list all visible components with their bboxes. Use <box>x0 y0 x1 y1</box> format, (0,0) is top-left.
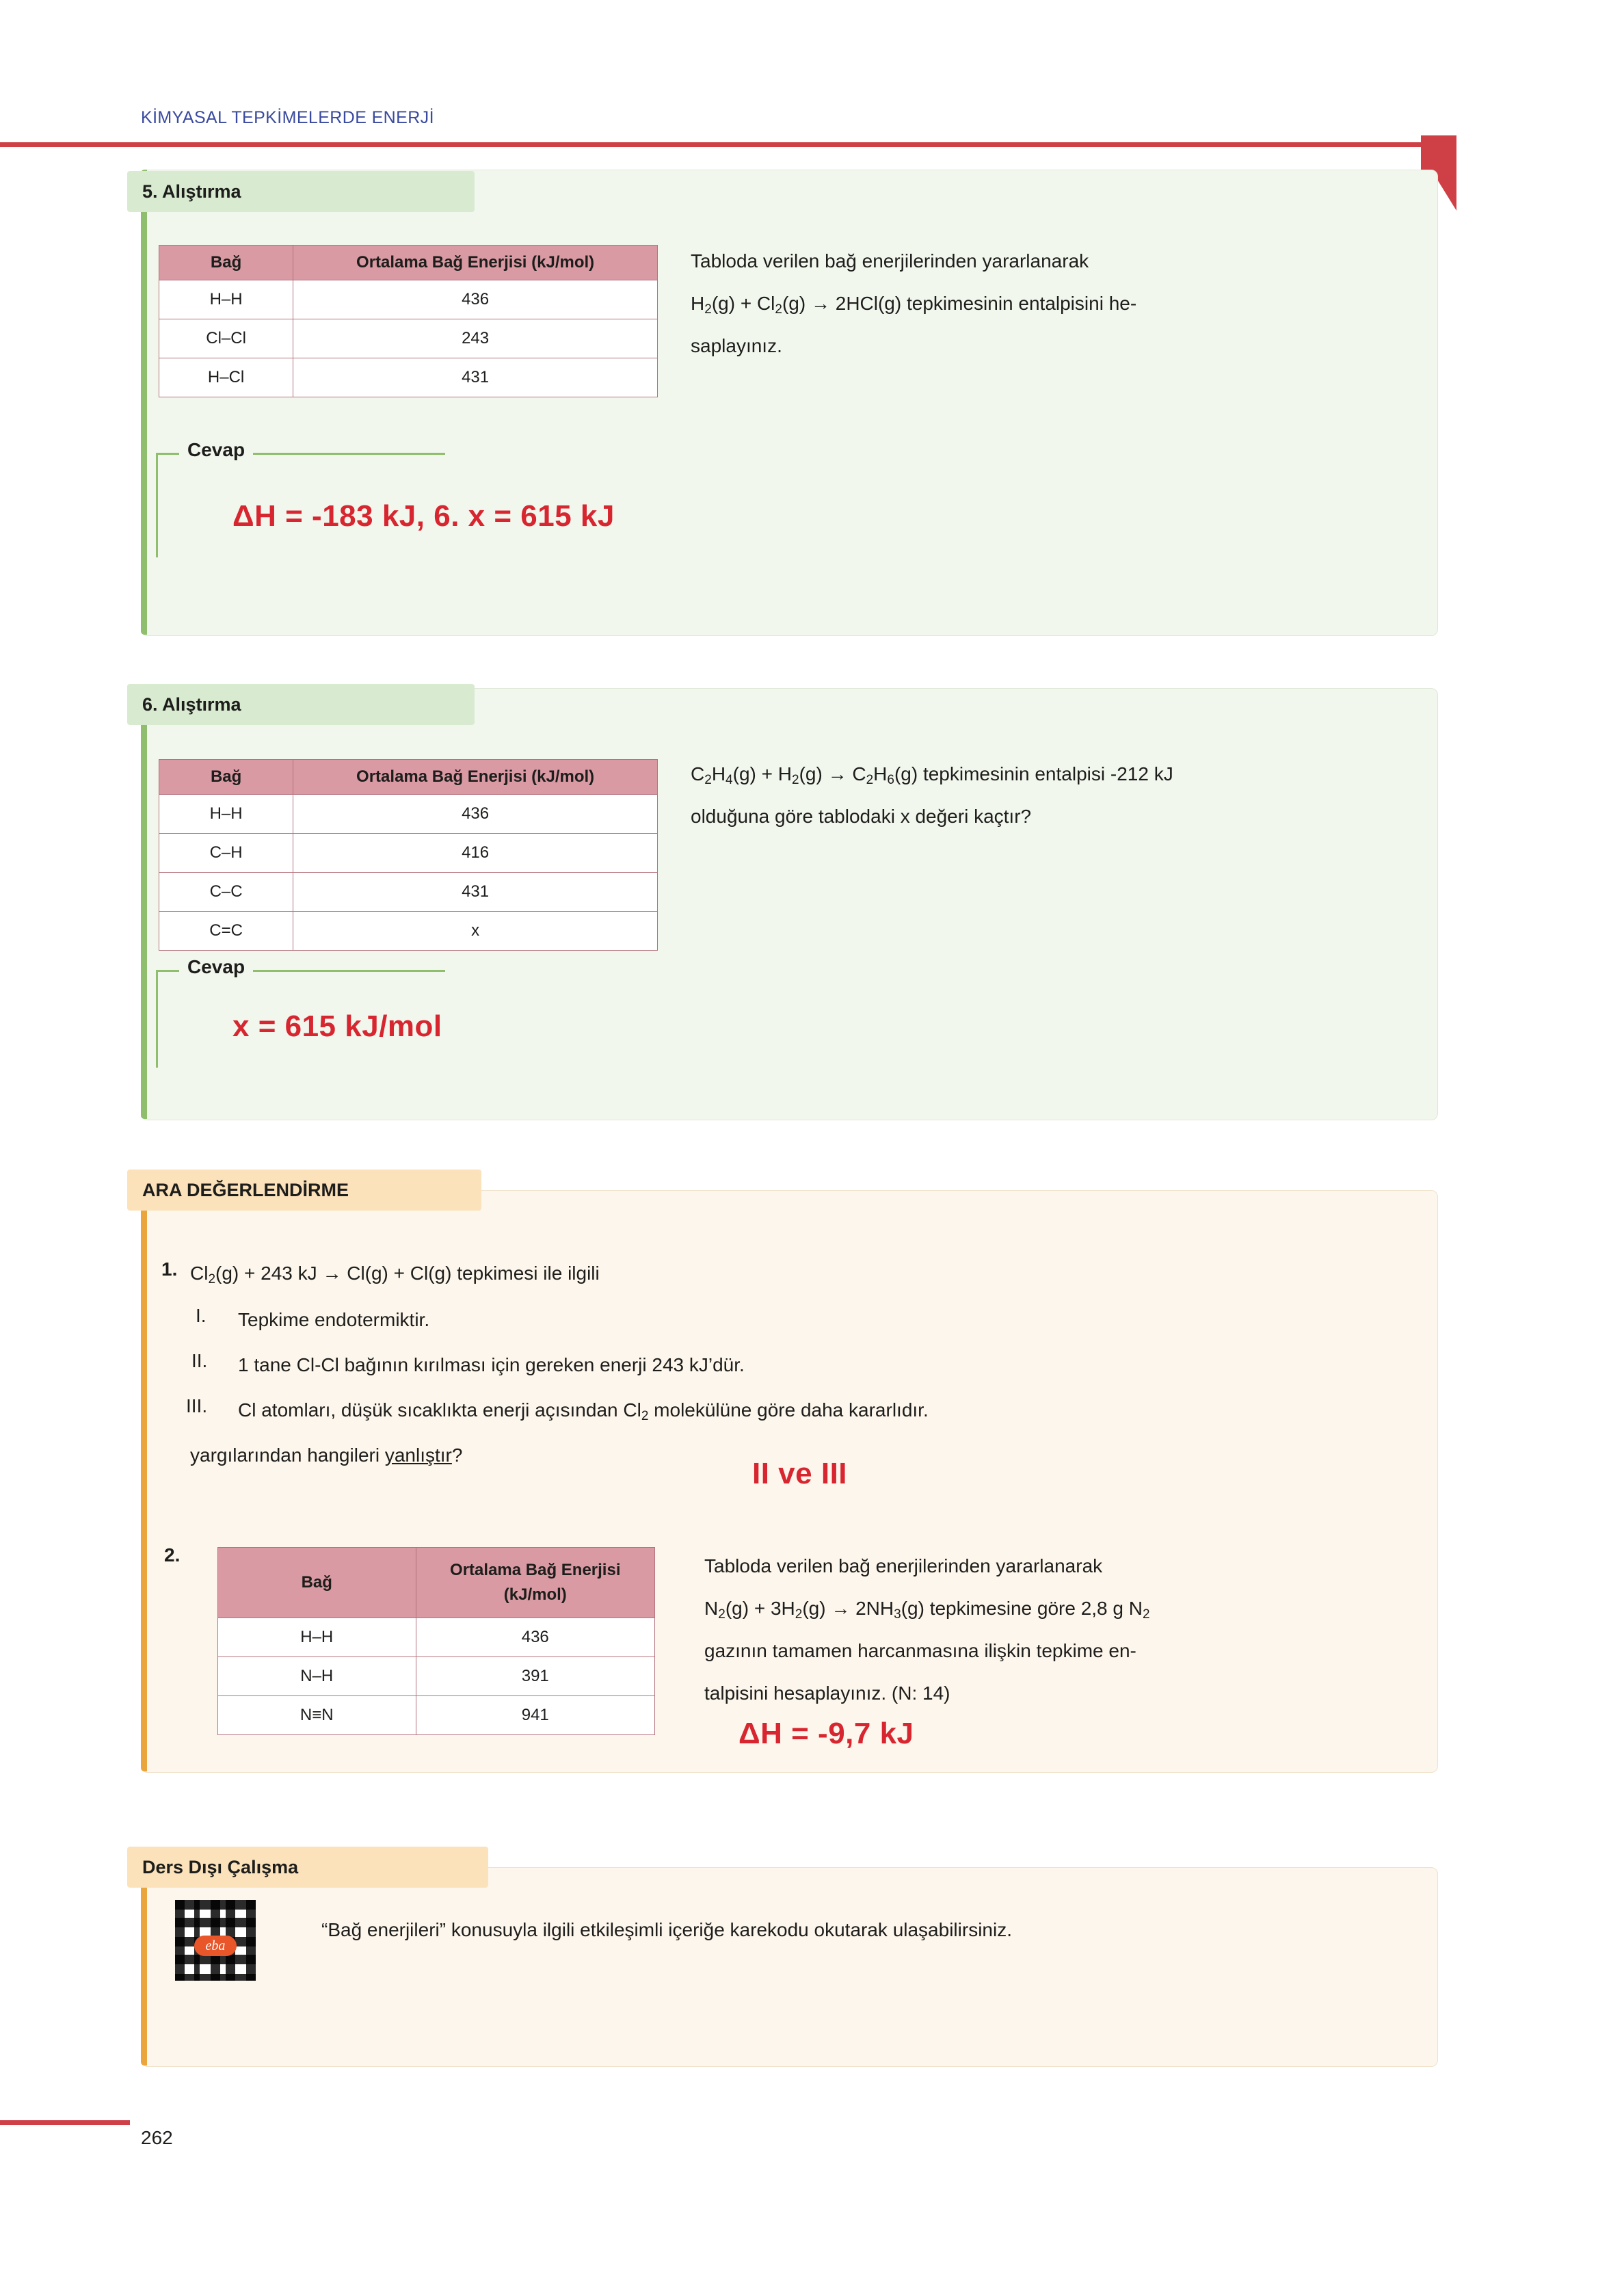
cell-bond: C–C <box>159 873 293 912</box>
table-row <box>159 358 658 397</box>
closing-underlined: yanlıştır <box>384 1444 452 1466</box>
cell-energy: 436 <box>416 1618 654 1657</box>
th-bond: Bağ <box>159 246 293 280</box>
evaluation-q2-number: 2. <box>164 1544 181 1566</box>
evaluation-q1-answer: II ve III <box>752 1457 848 1490</box>
extra-text: “Bağ enerjileri” konusuyla ilgili etkileşimli içeriğe karekodu okutarak ulaşabilirsiniz. <box>321 1919 1012 1940</box>
cell-energy: 941 <box>416 1696 654 1735</box>
table-row <box>159 319 658 358</box>
cell-energy: 436 <box>293 280 658 319</box>
th-energy: Ortalama Bağ Enerjisi (kJ/mol) <box>293 246 658 280</box>
exercise-5-table <box>159 245 658 397</box>
cell-energy: 431 <box>293 873 658 912</box>
table-row <box>159 912 658 951</box>
th-energy <box>416 1548 654 1618</box>
table-row <box>218 1696 655 1735</box>
evaluation-q1-item-marker: I. <box>196 1305 207 1326</box>
cell-bond: N≡N <box>218 1696 416 1735</box>
cell-energy: x <box>293 912 658 951</box>
table-header-row <box>159 760 658 795</box>
cell-bond: H–H <box>159 795 293 834</box>
header-rule <box>0 142 1456 147</box>
cell-bond: C–H <box>159 834 293 873</box>
exercise-6-question-line-1: $C_2H_4(g) + H_2(g) \to C_2H_6(g)$ tepkimesinin entalpisi -212 kJ <box>691 763 1173 787</box>
exercise-5-answer-text: ΔH = -183 kJ, 6. x = 615 kJ <box>232 499 615 533</box>
evaluation-q1-item-text: Cl atomları, düşük sıcaklıkta enerji açısından $Cl_2$ molekülüne göre daha kararlıdır. <box>238 1399 929 1423</box>
exercise-5-edge <box>141 170 147 635</box>
evaluation-q2-text-line-1: Tabloda verilen bağ enerjilerinden yararlanarak <box>704 1555 1103 1576</box>
cell-energy: 416 <box>293 834 658 873</box>
th-bond: Bağ <box>159 760 293 795</box>
running-head: KİMYASAL TEPKİMELERDE ENERJİ <box>141 108 434 127</box>
th-energy-line2: (kJ/mol) <box>503 1585 567 1604</box>
table-row <box>159 834 658 873</box>
extra-panel <box>141 1867 1438 2067</box>
cell-energy: 436 <box>293 795 658 834</box>
footer-rule <box>0 2120 130 2125</box>
evaluation-tab: ARA DEĞERLENDİRME <box>127 1170 481 1211</box>
evaluation-q1-item-marker: III. <box>186 1395 208 1416</box>
cell-bond: H–Cl <box>159 358 293 397</box>
table-header-row <box>159 246 658 280</box>
cell-bond: H–H <box>218 1618 416 1657</box>
exercise-5-tab: 5. Alıştırma <box>127 171 475 212</box>
evaluation-q1-item-marker: II. <box>191 1350 208 1371</box>
cell-bond: H–H <box>159 280 293 319</box>
cell-bond: Cl–Cl <box>159 319 293 358</box>
table-header-row <box>218 1548 655 1618</box>
exercise-6-table <box>159 759 658 951</box>
evaluation-q1-closing <box>190 1440 806 1470</box>
cell-bond: N–H <box>218 1657 416 1696</box>
table-row <box>218 1657 655 1696</box>
evaluation-q1-item-text: Tepkime endotermiktir. <box>238 1309 430 1330</box>
exercise-5-question-line-2: $H_2(g) + Cl_2(g) \to 2HCl(g)$ tepkimesinin entalpisini he- <box>691 293 1137 317</box>
evaluation-q2-text-line-4: talpisini hesaplayınız. (N: 14) <box>704 1682 950 1704</box>
table-row <box>159 795 658 834</box>
evaluation-q2-table <box>217 1547 655 1735</box>
closing-post: ? <box>451 1444 463 1466</box>
cell-bond: C=C <box>159 912 293 951</box>
evaluation-q2-text-line-2: $N_2(g) + 3H_2(g) \to 2NH_3(g)$ tepkimesine göre 2,8 g $N_2$ <box>704 1598 1150 1622</box>
answer-label: Cevap <box>179 439 253 461</box>
evaluation-q2-text-line-3: gazının tamamen harcanmasına ilişkin tepkime en- <box>704 1640 1136 1661</box>
cell-energy: 431 <box>293 358 658 397</box>
evaluation-q1-stem: $Cl_2(g) + 243$ kJ → Cl(g) + Cl(g) tepkimesi ile ilgili <box>190 1263 600 1286</box>
evaluation-q1-number: 1. <box>161 1258 178 1280</box>
exercise-5-panel <box>141 170 1438 636</box>
th-bond: Bağ <box>218 1548 416 1618</box>
eba-logo: eba <box>194 1936 237 1956</box>
extra-edge <box>141 1867 147 2066</box>
evaluation-q2-answer: ΔH = -9,7 kJ <box>738 1717 914 1750</box>
table-row <box>218 1618 655 1657</box>
exercise-5-question-line-1: Tabloda verilen bağ enerjilerinden yararlanarak <box>691 250 1089 272</box>
cell-energy: 243 <box>293 319 658 358</box>
exercise-6-question-line-2: olduğuna göre tablodaki x değeri kaçtır? <box>691 806 1032 827</box>
th-energy: Ortalama Bağ Enerjisi (kJ/mol) <box>293 760 658 795</box>
table-row <box>159 280 658 319</box>
evaluation-edge <box>141 1190 147 1771</box>
exercise-6-tab: 6. Alıştırma <box>127 684 475 725</box>
exercise-6-edge <box>141 688 147 1119</box>
qr-code-block[interactable] <box>175 1900 284 2009</box>
exercise-5-question-line-3: saplayınız. <box>691 335 782 356</box>
page-number: 262 <box>141 2127 173 2148</box>
table-row <box>159 873 658 912</box>
answer-label: Cevap <box>179 956 253 978</box>
th-energy-line1: Ortalama Bağ Enerjisi <box>450 1561 621 1579</box>
extra-tab: Ders Dışı Çalışma <box>127 1847 488 1888</box>
cell-energy: 391 <box>416 1657 654 1696</box>
evaluation-q1-item-text: 1 tane Cl-Cl bağının kırılması için gereken enerji 243 kJ’dür. <box>238 1354 745 1375</box>
closing-pre: yargılarından hangileri <box>190 1444 385 1466</box>
exercise-6-answer-text: x = 615 kJ/mol <box>232 1009 442 1043</box>
